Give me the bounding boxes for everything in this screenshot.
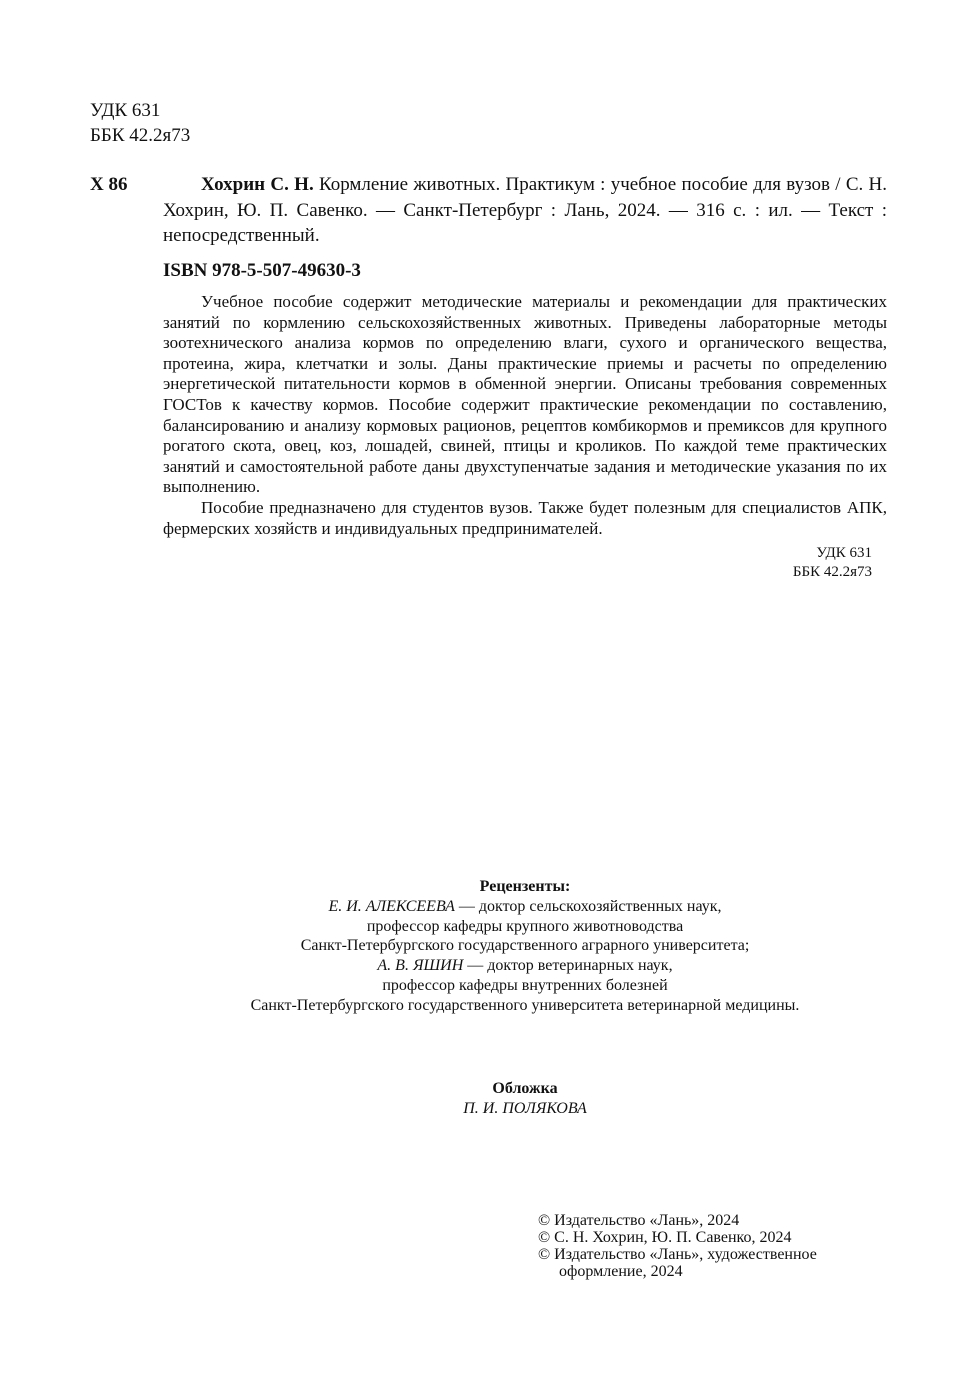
udk-code: УДК 631 [816,545,872,561]
bibliographic-record [163,172,887,249]
reviewer-name: А. В. ЯШИН [377,957,464,975]
cover-credit [380,1079,670,1119]
copyright-line: © Издательство «Лань», художественное [538,1246,817,1263]
copyright-block [538,1212,817,1280]
reviewer-line: профессор кафедры крупного животноводства [366,917,684,935]
reviewers-block [180,877,870,1016]
reviewer-title: — доктор ветеринарных наук, [463,957,673,975]
author-name: Хохрин С. Н. [201,174,314,195]
bbk-code: ББК 42.2я73 [90,125,191,146]
reviewers-heading: Рецензенты: [479,878,571,895]
abstract [163,292,887,539]
reviewer-line [180,897,870,917]
reviewer-title: — доктор сельскохозяйственных наук, [454,897,722,915]
reviewer-line [180,956,870,976]
bbk-code: ББК 42.2я73 [792,564,872,580]
copyright-line: оформление, 2024 [559,1263,683,1280]
udk-right-block [740,544,872,582]
author-sign: Х 86 [90,174,128,195]
udk-top-block [90,98,190,148]
copyright-line: © С. Н. Хохрин, Ю. П. Савенко, 2024 [538,1229,792,1246]
reviewer-name: Е. И. АЛЕКСЕЕВА [328,897,455,915]
cover-artist-name: П. И. ПОЛЯКОВА [463,1100,587,1117]
bibliographic-description: Кормление животных. Практикум : учебное пособие для вузов / С. Н. Хохрин, Ю. П. Савенко. — Санкт-Петербург : Лань, 2024. — 316 с. : ил. — Текст : непосредственный. [163,174,887,246]
cover-heading: Обложка [492,1080,558,1097]
isbn: ISBN 978-5-507-49630-3 [163,260,361,281]
reviewer-line: профессор кафедры внутренних болезней [382,976,668,994]
cover-artist [380,1099,670,1119]
udk-code: УДК 631 [90,100,161,121]
copyright-line: © Издательство «Лань», 2024 [538,1212,740,1229]
abstract-paragraph: Учебное пособие содержит методические материалы и рекомендации для практических занятий по кормлению сельскохозяйственных животных. Приведены лабораторные методы зоотехнического анализа кормов по определению влаги, сухого и органического вещества, протеина, жира, клетчатки и золы. Даны практические приемы и расчеты по определению энергетической питательности кормов в обменной энергии. Описаны требования современных ГОСТов к качеству кормов. Пособие содержит практические рекомендации по составлению, балансированию и анализу кормовых рационов, рецептов комбикормов и премиксов для крупного рогатого скота, овец, коз, лошадей, свиней, птицы и кроликов. По каждой теме практических занятий и самостоятельной работе даны двухступенчатые задания и методические указания по их выполнению. [163,292,887,497]
reviewer-line: Санкт-Петербургского государственного аграрного университета; [300,937,750,955]
abstract-paragraph: Пособие предназначено для студентов вузов. Также будет полезным для специалистов АПК, фермерских хозяйств и индивидуальных предпринимателей. [163,497,887,538]
reviewer-line: Санкт-Петербургского государственного университета ветеринарной медицины. [250,996,800,1014]
